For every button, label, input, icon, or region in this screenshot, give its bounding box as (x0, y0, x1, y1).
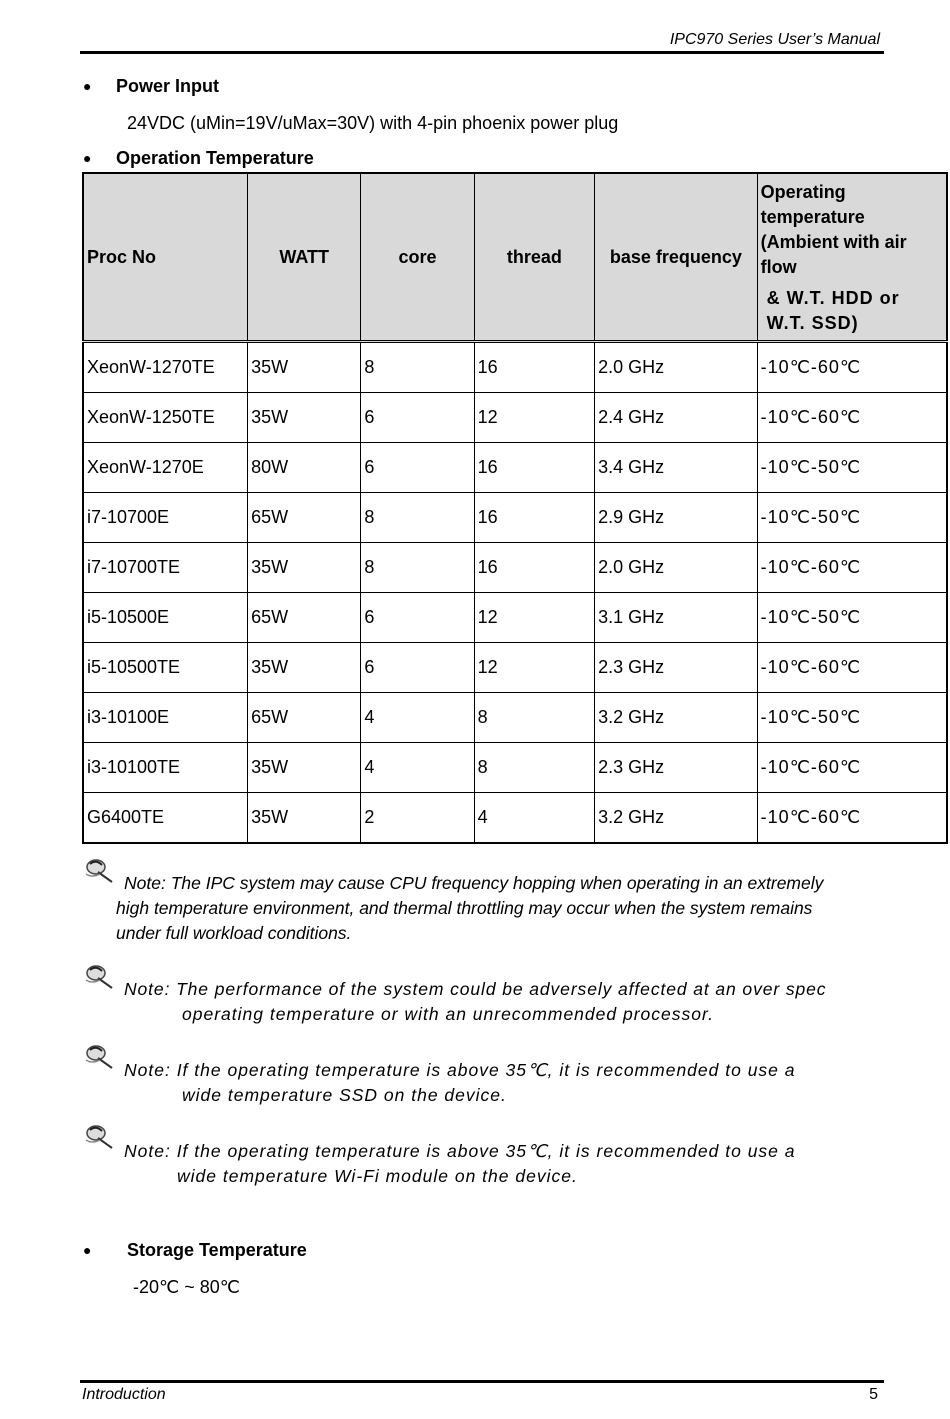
cell-watt: 35W (248, 543, 361, 593)
column-header-operating-temperature (757, 173, 947, 342)
cell-thread: 16 (474, 543, 595, 593)
cell-watt: 35W (248, 393, 361, 443)
bullet-icon: ● (83, 150, 92, 166)
note-4-line2: wide temperature Wi-Fi module on the device. (177, 1166, 578, 1186)
note-4 (116, 1139, 796, 1189)
note-1 (116, 871, 823, 946)
footer-page-number: 5 (869, 1386, 878, 1403)
table-row (83, 743, 947, 793)
cell-thread: 8 (474, 693, 595, 743)
power-input-text: 24VDC (uMin=19V/uMax=30V) with 4-pin phoenix power plug (127, 113, 619, 133)
table-row (83, 693, 947, 743)
cell-operating-temperature: -10℃-60℃ (757, 743, 947, 793)
cell-base-frequency: 2.3 GHz (595, 743, 758, 793)
pushpin-note-icon (82, 1122, 116, 1152)
cell-watt: 35W (248, 743, 361, 793)
cell-operating-temperature: -10℃-60℃ (757, 643, 947, 693)
cell-watt: 35W (248, 342, 361, 393)
cell-operating-temperature: -10℃-60℃ (757, 393, 947, 443)
column-header-proc-no: Proc No (83, 173, 248, 342)
cell-base-frequency: 3.4 GHz (595, 443, 758, 493)
cell-base-frequency: 2.0 GHz (595, 543, 758, 593)
table-row (83, 643, 947, 693)
cell-operating-temperature: -10℃-50℃ (757, 693, 947, 743)
cell-operating-temperature: -10℃-50℃ (757, 493, 947, 543)
cell-core: 6 (361, 643, 474, 693)
operating-temperature-header-line1: Operating temperature (Ambient with air flow (760, 182, 907, 277)
bullet-icon: ● (83, 78, 92, 94)
storage-temperature-heading-text: Storage Temperature (127, 1240, 307, 1260)
operation-temperature-heading (83, 148, 314, 169)
cell-proc-no: i7-10700E (83, 493, 248, 543)
storage-temperature-text: -20℃ ~ 80℃ (133, 1277, 240, 1297)
cell-thread: 12 (474, 643, 595, 693)
cell-proc-no: G6400TE (83, 793, 248, 844)
cell-thread: 12 (474, 593, 595, 643)
cell-watt: 35W (248, 793, 361, 844)
cell-core: 4 (361, 693, 474, 743)
operation-temperature-heading-text: Operation Temperature (116, 148, 314, 168)
power-input-heading-text: Power Input (116, 76, 219, 96)
cell-proc-no: XeonW-1270TE (83, 342, 248, 393)
table-row (83, 493, 947, 543)
cell-thread: 8 (474, 743, 595, 793)
operation-temperature-table (82, 172, 948, 844)
cell-core: 2 (361, 793, 474, 844)
cell-thread: 16 (474, 342, 595, 393)
column-header-thread: thread (474, 173, 595, 342)
cell-operating-temperature: -10℃-60℃ (757, 543, 947, 593)
header-title: IPC970 Series User’s Manual (669, 31, 880, 48)
cell-core: 8 (361, 543, 474, 593)
cell-core: 6 (361, 593, 474, 643)
note-2 (116, 977, 826, 1027)
cell-operating-temperature: -10℃-50℃ (757, 443, 947, 493)
header-rule (80, 51, 884, 54)
column-header-base-frequency: base frequency (595, 173, 758, 342)
column-header-watt: WATT (248, 173, 361, 342)
note-1-line1: Note: The IPC system may cause CPU frequency hopping when operating in an extremely (124, 873, 824, 893)
cell-watt: 65W (248, 593, 361, 643)
cell-proc-no: i5-10500TE (83, 643, 248, 693)
table-row (83, 543, 947, 593)
cell-operating-temperature: -10℃-60℃ (757, 793, 947, 844)
cell-proc-no: i3-10100TE (83, 743, 248, 793)
cell-core: 6 (361, 443, 474, 493)
cell-core: 6 (361, 393, 474, 443)
cell-proc-no: i5-10500E (83, 593, 248, 643)
table-row (83, 342, 947, 393)
table-row (83, 593, 947, 643)
note-3 (116, 1058, 796, 1108)
cell-core: 8 (361, 342, 474, 393)
pushpin-note-icon (82, 1042, 116, 1072)
column-header-core: core (361, 173, 474, 342)
note-3-line1: Note: If the operating temperature is above 35℃, it is recommended to use a (124, 1060, 796, 1080)
pushpin-note-icon (82, 962, 116, 992)
cell-base-frequency: 2.9 GHz (595, 493, 758, 543)
cell-base-frequency: 3.2 GHz (595, 793, 758, 844)
table-header-row (83, 173, 947, 342)
cell-base-frequency: 2.4 GHz (595, 393, 758, 443)
cell-thread: 12 (474, 393, 595, 443)
cell-core: 4 (361, 743, 474, 793)
cell-core: 8 (361, 493, 474, 543)
operating-temperature-header-line2: & W.T. HDD or W.T. SSD) (766, 288, 900, 333)
note-1-line2: high temperature environment, and thermal throttling may occur when the system remains (116, 898, 813, 918)
cell-operating-temperature: -10℃-60℃ (757, 342, 947, 393)
cell-watt: 65W (248, 493, 361, 543)
cell-proc-no: i3-10100E (83, 693, 248, 743)
note-2-line1: Note: The performance of the system could be adversely affected at an over spec (124, 979, 827, 999)
cell-base-frequency: 3.1 GHz (595, 593, 758, 643)
cell-watt: 65W (248, 693, 361, 743)
table-row (83, 393, 947, 443)
note-1-line3: under full workload conditions. (116, 923, 352, 943)
cell-thread: 16 (474, 493, 595, 543)
note-2-line2: operating temperature or with an unrecommended processor. (182, 1004, 715, 1024)
cell-operating-temperature: -10℃-50℃ (757, 593, 947, 643)
cell-watt: 35W (248, 643, 361, 693)
cell-proc-no: XeonW-1250TE (83, 393, 248, 443)
cell-watt: 80W (248, 443, 361, 493)
note-3-line2: wide temperature SSD on the device. (182, 1085, 507, 1105)
cell-thread: 4 (474, 793, 595, 844)
table-row (83, 443, 947, 493)
cell-proc-no: XeonW-1270E (83, 443, 248, 493)
cell-base-frequency: 2.0 GHz (595, 342, 758, 393)
cell-thread: 16 (474, 443, 595, 493)
footer-rule (80, 1380, 884, 1383)
power-input-heading (83, 76, 219, 97)
bullet-icon: ● (83, 1242, 92, 1258)
table-row (83, 793, 947, 844)
cell-base-frequency: 2.3 GHz (595, 643, 758, 693)
cell-proc-no: i7-10700TE (83, 543, 248, 593)
storage-temperature-heading (83, 1240, 307, 1261)
cell-base-frequency: 3.2 GHz (595, 693, 758, 743)
pushpin-note-icon (82, 856, 116, 886)
note-4-line1: Note: If the operating temperature is above 35℃, it is recommended to use a (124, 1141, 796, 1161)
footer-section: Introduction (82, 1386, 166, 1403)
